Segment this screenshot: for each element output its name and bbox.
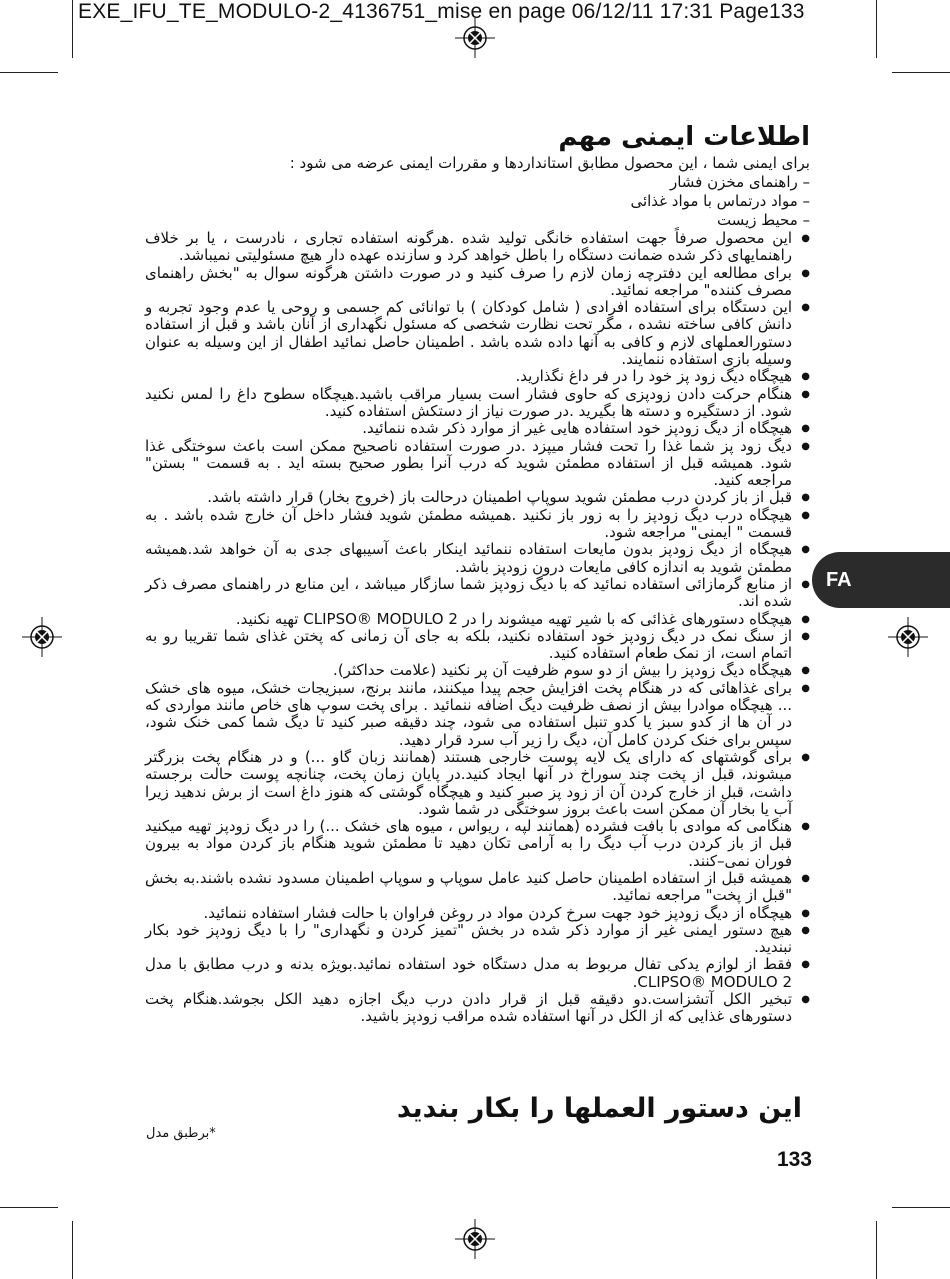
registration-mark-top-icon	[455, 18, 495, 58]
list-item: ● تبخیر الکل آتشزاست.دو دقیقه قبل از قرار دادن درب دیگ اجازه دهید الکل بجوشد.هنگام پخت دستورهای غذایی که از الکل در آنها استفاده شده مراقب زودپز باشید.	[145, 991, 810, 1026]
sub-item: – مواد درتماس با مواد غذائی	[630, 192, 810, 210]
registration-mark-right-icon	[888, 617, 928, 657]
crop-mark	[892, 72, 950, 73]
list-item: ● هیچگاه دیگ زود پز خود را در فر داغ نگذارید.	[145, 368, 810, 385]
list-item: ● از سنگ نمک در دیگ زودپز خود استفاده نکنید، بلکه به جای آن زمانی که پختن غذای شما تقریبا رو به اتمام است، از نمک طعام استفاده کنید.	[145, 628, 810, 663]
crop-mark	[876, 1221, 877, 1279]
list-item: ● هیچگاه از دیگ زودپز خود استفاده هایی غیر از موارد ذکر شده ننمائید.	[145, 420, 810, 437]
list-item: ● هیچ دستور ایمنی غیر از موارد ذکر شده در بخش "تمیز کردن و نگهداری" را با دیگ زودپز خود بکار نبندید.	[145, 922, 810, 957]
crop-mark	[0, 72, 58, 73]
list-item: ● همیشه قبل از استفاده اطمینان حاصل کنید عامل سوپاپ و سوپاپ اطمینان مسدود نشده باشند.به بخش "قبل از پخت" مراجعه نمائید.	[145, 870, 810, 905]
list-item: ● هنگام حرکت دادن زودپزی که حاوی فشار است بسیار مراقب باشید.هیچگاه سطوح داغ را لمس نکنید شود. از دستگیره و دسته ها بگیرید .در صورت نیاز از دستکش استفاده کنید.	[145, 386, 810, 421]
list-item: ● هنگامی که موادی با بافت فشرده (همانند لپه ، ریواس ، میوه های خشک ...) را در دیگ زودپز تهیه میکنید قبل از باز کردن درب آب دیگ را به آرامی تکان دهید تا مطمئن شوید هنگام باز کردن مواد به بیرون فوران نمی–کنند.	[145, 818, 810, 870]
crop-mark	[72, 0, 73, 58]
list-item: ● هیچگاه دستورهای غذائی که با شیر تهیه میشوند را در CLIPSO® MODULO 2 تهیه نکنید.	[145, 611, 810, 628]
header-slug: EXE_IFU_TE_MODULO-2_4136751_mise en page 06/12/11 17:31 Page133	[78, 0, 805, 23]
list-item: ● برای مطالعه این دفترچه زمان لازم را صرف کنید و در صورت داشتن هرگونه سوال به "بخش راهنمای مصرف کننده" مراجعه نمائید.	[145, 265, 810, 300]
list-item: ● دیگ زود پز شما غذا را تحت فشار میپزد .در صورت استفاده ناصحیح ممکن است باعث سوختگی غذا شود. همیشه قبل از استفاده مطمئن شوید که درب آنرا بطور صحیح بسته اید . به قسمت " بستن" مراجعه کنید.	[145, 438, 810, 490]
list-item: ● برای غذاهائی که در هنگام پخت افزایش حجم پیدا میکنند، مانند برنج، سبزیجات خشک، میوه های خشک ... هیچگاه موادرا بیش از نصف ظرفیت دیگ اضافه ننمائید . برای پخت سوپ های خاص مانند مواردی که در آن ها از کدو سبز یا کدو تنبل استفاده می شود، چند دقیقه صبر کنید تا دیگ شما کمی خنک شود، سپس برای خنک کردن کامل آن، دیگ را زیر آب سرد قرار دهید.	[145, 680, 810, 749]
sub-item: – محیط زیست	[716, 211, 810, 229]
list-item: ● فقط از لوازم یدکی تفال مربوط به مدل دستگاه خود استفاده نمائید.بویژه بدنه و درب مطابق با مدل CLIPSO® MODULO 2.	[145, 956, 810, 991]
list-item: ● هیچگاه درب دیگ زودپز را به زور باز نکنید .همیشه مطمئن شوید فشار داخل آن خارج شده باشد . به قسمت " ایمنی" مراجعه شود.	[145, 507, 810, 542]
page-title: اطلاعات ایمنی مهم	[558, 122, 810, 152]
safety-section	[145, 120, 810, 1026]
sub-item: – راهنمای مخزن فشار	[669, 173, 810, 191]
registration-mark-left-icon	[22, 617, 62, 657]
intro-text: برای ایمنی شما ، این محصول مطابق استانداردها و مقررات ایمنی عرضه می شود :	[289, 154, 810, 172]
list-item: ● هیچگاه از دیگ زودپز بدون مایعات استفاده ننمائید اینکار باعث آسیبهای جدی به آن خواهد شد.همیشه مطمئن شوید به اندازه کافی مایعات درون زودپز باشد.	[145, 541, 810, 576]
language-tab: FA	[812, 552, 950, 608]
list-item: ● از منابع گرمازائی استفاده نمائید که با دیگ زودپز شما سازگار میباشد ، این منابع در راهنمای مصرف ذکر شده اند.	[145, 576, 810, 611]
list-item: ● هیچگاه دیگ زودپز را بیش از دو سوم ظرفیت آن پر نکنید (علامت حداکثر).	[145, 662, 810, 679]
page-number: 133	[776, 1148, 812, 1171]
footer-title: این دستور العملها را بکار بندید	[396, 1093, 802, 1124]
crop-mark	[72, 1221, 73, 1279]
list-item: ● قبل از باز کردن درب مطمئن شوید سوپاپ اطمینان درحالت باز (خروج بخار) قرار داشته باشد.	[145, 489, 810, 506]
crop-mark	[0, 1207, 58, 1208]
footnote: *برطبق مدل	[146, 1126, 216, 1141]
list-item: ● برای گوشتهای که دارای یک لایه پوست خارجی هستند (همانند زبان گاو ...) و در هنگام پخت بزرگتر میشوند، قبل از پخت چند سوراخ در آنها ایجاد کنید.در پایان زمان پخت، چنانچه پوست حالت برجسته داشت، قبل از خارج کردن آن از زود پز صبر کنید و هیچگاه گوشتی که هنوز داغ است از برش ندهید زیرا آب یا بخار آن ممکن است باعث بروز سوختگی در شما شود.	[145, 749, 810, 818]
list-item: ● این محصول صرفاً جهت استفاده خانگی تولید شده .هرگونه استفاده تجاری ، نادرست ، یا بر خلاف راهنمایهای ذکر شده ضمانت دستگاه را باطل خواهد کرد و سازنده عهده دار هیچ مسئولیتی نمیباشد.	[145, 230, 810, 265]
crop-mark	[876, 0, 877, 58]
list-item: ● هیچگاه از دیگ زودپز خود جهت سرخ کردن مواد در روغن فراوان با حالت فشار استفاده ننمائید.	[145, 905, 810, 922]
crop-mark	[892, 1207, 950, 1208]
registration-mark-bottom-icon	[455, 1219, 495, 1259]
safety-list	[145, 230, 810, 1026]
list-item: ● این دستگاه برای استفاده افرادی ( شامل کودکان ) با توانائی کم جسمی و روحی یا عدم وجود تجربه و دانش کافی ساخته نشده ، مگر تحت نظارت شخصی که مسئول نگهداری از آنان باشد و قبل از استفاده دستورالعملهای لازم و کافی به آنها داده شده باشد . اطمینان حاصل نمائید اطفال از این وسیله به عنوان وسیله بازی استفاده ننمایند.	[145, 299, 810, 368]
